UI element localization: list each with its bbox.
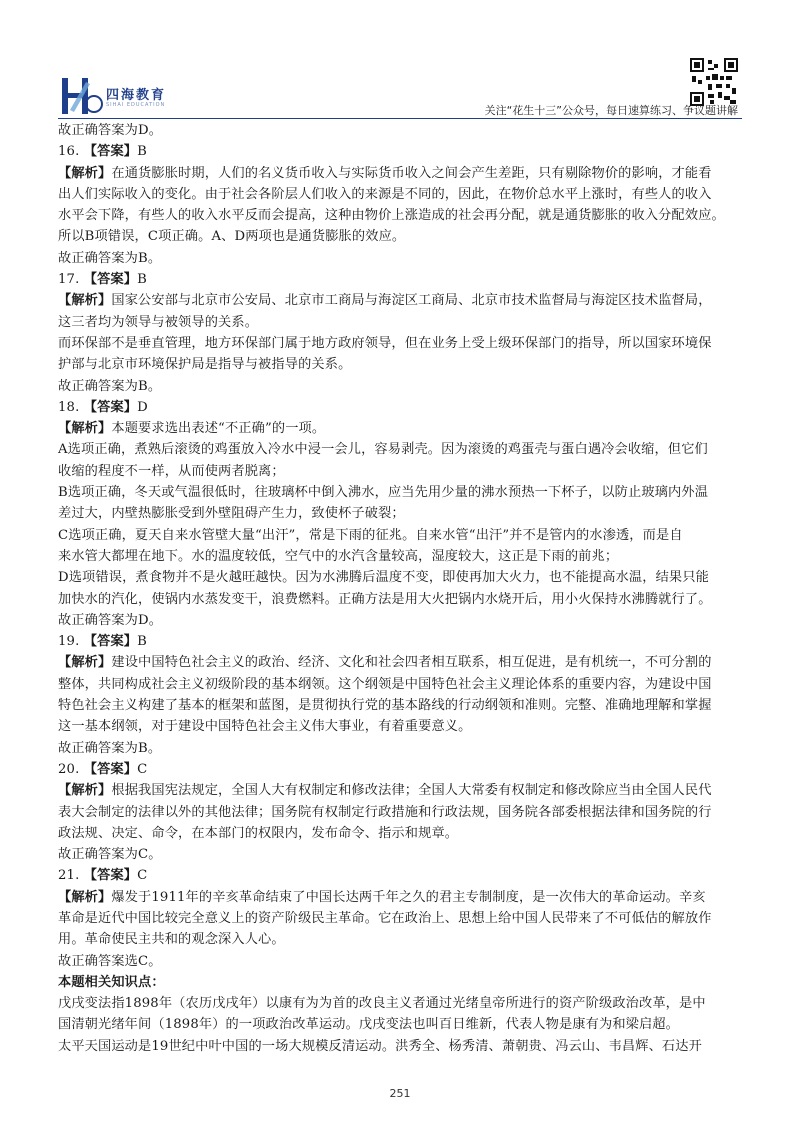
text-line bbox=[58, 929, 746, 950]
text-line bbox=[58, 184, 746, 205]
line-text: 在通货膨胀时期，人们的名义货币收入与实际货币收入之间会产生差距，只有剔除物价的影响，才能看 bbox=[111, 165, 712, 181]
bold-label: 【解析】 bbox=[58, 293, 112, 309]
text-line bbox=[58, 205, 746, 226]
page-header bbox=[0, 0, 800, 122]
bold-label: 【答案】 bbox=[83, 272, 138, 288]
text-line bbox=[58, 759, 746, 780]
line-text: 国家公安部与北京市公安局、北京市工商局与海淀区工商局、北京市技术监督局与海淀区技术监督局， bbox=[111, 293, 712, 309]
line-text: 故正确答案为B。 bbox=[58, 250, 162, 266]
line-text: 故正确答案为D。 bbox=[58, 123, 163, 138]
text-line bbox=[58, 354, 746, 375]
text-line bbox=[58, 908, 746, 929]
line-text: D选项错误，煮食物并不是火越旺越快。因为水沸腾后温度不变，即使再加大火力，也不能提高水温，结果只能 bbox=[58, 570, 709, 586]
line-text: 差过大，内壁热膨胀受到外壁阻碍产生力，致使杯子破裂； bbox=[58, 506, 405, 522]
text-line bbox=[58, 802, 746, 823]
text-line bbox=[58, 610, 746, 631]
text-line bbox=[58, 376, 746, 397]
qr-code-icon bbox=[690, 58, 738, 106]
page-number: 251 bbox=[389, 1087, 411, 1100]
text-line bbox=[58, 780, 746, 801]
text-line bbox=[58, 141, 746, 162]
line-text: B bbox=[137, 272, 147, 288]
question-number: 21. bbox=[58, 868, 84, 884]
text-line bbox=[58, 972, 746, 993]
bold-label: 【解析】 bbox=[58, 889, 112, 905]
text-line bbox=[58, 290, 746, 311]
text-line bbox=[58, 716, 746, 737]
text-line bbox=[58, 631, 746, 652]
question-number: 18. bbox=[58, 399, 84, 415]
text-line bbox=[58, 887, 746, 908]
bold-label: 【答案】 bbox=[83, 868, 138, 884]
line-text: 戊戌变法指1898年（农历戊戌年）以康有为为首的改良主义者通过光绪皇帝所进行的资产阶级政治改革，是中 bbox=[58, 996, 706, 1012]
line-text: 建设中国特色社会主义的政治、经济、文化和社会四者相互联系，相互促进，是有机统一，不可分割的 bbox=[111, 655, 712, 671]
line-text: B bbox=[137, 144, 147, 160]
bold-label: 【答案】 bbox=[83, 761, 138, 777]
text-line bbox=[58, 439, 746, 460]
line-text: 革命是近代中国比较完全意义上的资产阶级民主革命。它在政治上、思想上给中国人民带来了不可低估的解放作 bbox=[58, 910, 712, 926]
question-number: 16. bbox=[58, 144, 84, 160]
text-line bbox=[58, 589, 746, 610]
text-line bbox=[58, 397, 746, 418]
line-text: 所以B项错误，C项正确。A、D两项也是通货膨胀的效应。 bbox=[58, 229, 406, 245]
question-number: 20. bbox=[58, 761, 84, 777]
line-text: C bbox=[137, 761, 148, 777]
bold-label: 【解析】 bbox=[58, 783, 112, 799]
line-text: 太平天国运动是19世纪中叶中国的一场大规模反清运动。洪秀全、杨秀清、萧朝贵、冯云山、韦昌辉、石达开 bbox=[58, 1038, 702, 1054]
line-text: A选项正确，煮熟后滚烫的鸡蛋放入冷水中浸一会儿，容易剥壳。因为滚烫的鸡蛋壳与蛋白遇冷会收缩，但它们 bbox=[58, 442, 708, 458]
line-text: 表大会制定的法律以外的其他法律；国务院有权制定行政措施和行政法规，国务院各部委根据法律和国务院的行 bbox=[58, 804, 712, 820]
text-line bbox=[58, 482, 746, 503]
bold-label: 【解析】 bbox=[58, 421, 112, 437]
line-text: 来水管大都埋在地下。水的温度较低，空气中的水汽含量较高，湿度较大，这正是下雨的前兆； bbox=[58, 548, 619, 564]
line-text: 水平会下降，有些人的收入水平反而会提高，这种由物价上涨造成的社会再分配，就是通货膨胀的收入分配效应。 bbox=[58, 208, 725, 224]
text-line bbox=[58, 333, 746, 354]
text-line bbox=[58, 269, 746, 290]
question-number: 19. bbox=[58, 634, 84, 650]
line-text: 特色社会主义构建了基本的框架和蓝图，是贯彻执行党的基本路线的行动纲领和准则。完整、准确地理解和掌握 bbox=[58, 698, 712, 714]
line-text: 出人们实际收入的变化。由于社会各阶层人们收入的来源是不同的，因此，在物价总水平上涨时，有些人的收入 bbox=[58, 186, 712, 202]
header-divider bbox=[58, 118, 742, 119]
text-line bbox=[58, 823, 746, 844]
line-text: 故正确答案为B。 bbox=[58, 740, 162, 756]
line-text: 这一基本纲领，对于建设中国特色社会主义伟大事业，有着重要意义。 bbox=[58, 719, 472, 735]
line-text: 收缩的程度不一样，从而使两者脱离； bbox=[58, 463, 285, 479]
text-line bbox=[58, 546, 746, 567]
text-line bbox=[58, 652, 746, 673]
line-text: 故正确答案为D。 bbox=[58, 612, 163, 628]
text-line bbox=[58, 844, 746, 865]
question-number: 17. bbox=[58, 272, 84, 288]
logo-text: 四海教育 bbox=[106, 88, 167, 103]
text-line bbox=[58, 1036, 746, 1057]
line-text: C选项正确，夏天自来水管壁大量“出汗”，常是下雨的征兆。自来水管“出汗”并不是管内的水渗透，而是自 bbox=[58, 527, 683, 543]
text-line bbox=[58, 865, 746, 886]
header-tagline: 关注“花生十三”公众号，每日速算练习、争议题讲解 bbox=[484, 104, 738, 117]
line-text: 护部与北京市环境保护局是指导与被指导的关系。 bbox=[58, 357, 352, 373]
line-text: 故正确答案为B。 bbox=[58, 378, 162, 394]
text-line bbox=[58, 418, 746, 439]
line-text: 整体，共同构成社会主义初级阶段的基本纲领。这个纲领是中国特色社会主义理论体系的重要内容，为建设中国 bbox=[58, 676, 712, 692]
bold-label: 本题相关知识点： bbox=[58, 974, 165, 990]
line-text: 而环保部不是垂直管理，地方环保部门属于地方政府领导，但在业务上受上级环保部门的指导，所以国家环境保 bbox=[58, 335, 712, 351]
text-line bbox=[58, 695, 746, 716]
line-text: D bbox=[137, 399, 148, 415]
line-text: C bbox=[137, 868, 148, 884]
line-text: B选项正确，冬天或气温很低时，往玻璃杯中倒入沸水，应当先用少量的沸水预热一下杯子，以防止玻璃内外温 bbox=[58, 485, 709, 501]
text-line bbox=[58, 951, 746, 972]
line-text: 政法规、决定、命令，在本部门的权限内，发布命令、指示和规章。 bbox=[58, 825, 459, 841]
text-line bbox=[58, 163, 746, 184]
line-text: 故正确答案选C。 bbox=[58, 953, 162, 969]
answer-explanations bbox=[58, 120, 746, 1057]
text-line bbox=[58, 567, 746, 588]
text-line bbox=[58, 525, 746, 546]
line-text: 国清朝光绪年间（1898年）的一项政治改革运动。戊戌变法也叫百日维新，代表人物是康有为和梁启超。 bbox=[58, 1017, 680, 1033]
text-line bbox=[58, 120, 746, 141]
line-text: 用。革命使民主共和的观念深入人心。 bbox=[58, 932, 285, 948]
bold-label: 【解析】 bbox=[58, 165, 112, 181]
line-text: 爆发于1911年的辛亥革命结束了中国长达两千年之久的君主专制制度，是一次伟大的革命运动。辛亥 bbox=[111, 889, 706, 905]
bold-label: 【答案】 bbox=[83, 399, 138, 415]
text-line bbox=[58, 226, 746, 247]
line-text: B bbox=[137, 634, 147, 650]
bold-label: 【答案】 bbox=[83, 144, 138, 160]
line-text: 加快水的汽化，使锅内水蒸发变干，浪费燃料。正确方法是用大火把锅内水烧开后，用小火保持水沸腾就行了。 bbox=[58, 591, 712, 607]
text-line bbox=[58, 312, 746, 333]
line-text: 本题要求选出表述“不正确”的一项。 bbox=[111, 421, 326, 437]
text-line bbox=[58, 674, 746, 695]
bold-label: 【解析】 bbox=[58, 655, 112, 671]
text-line bbox=[58, 1014, 746, 1035]
line-text: 这三者均为领导与被领导的关系。 bbox=[58, 314, 259, 330]
text-line bbox=[58, 461, 746, 482]
logo-subtitle: SIHAI EDUCATION bbox=[106, 102, 166, 108]
line-text: 故正确答案为C。 bbox=[58, 847, 162, 863]
text-line bbox=[58, 248, 746, 269]
bold-label: 【答案】 bbox=[83, 634, 138, 650]
text-line bbox=[58, 738, 746, 759]
text-line bbox=[58, 993, 746, 1014]
text-line bbox=[58, 503, 746, 524]
line-text: 根据我国宪法规定，全国人大有权制定和修改法律；全国人大常委有权制定和修改除应当由全国人民代 bbox=[111, 783, 712, 799]
